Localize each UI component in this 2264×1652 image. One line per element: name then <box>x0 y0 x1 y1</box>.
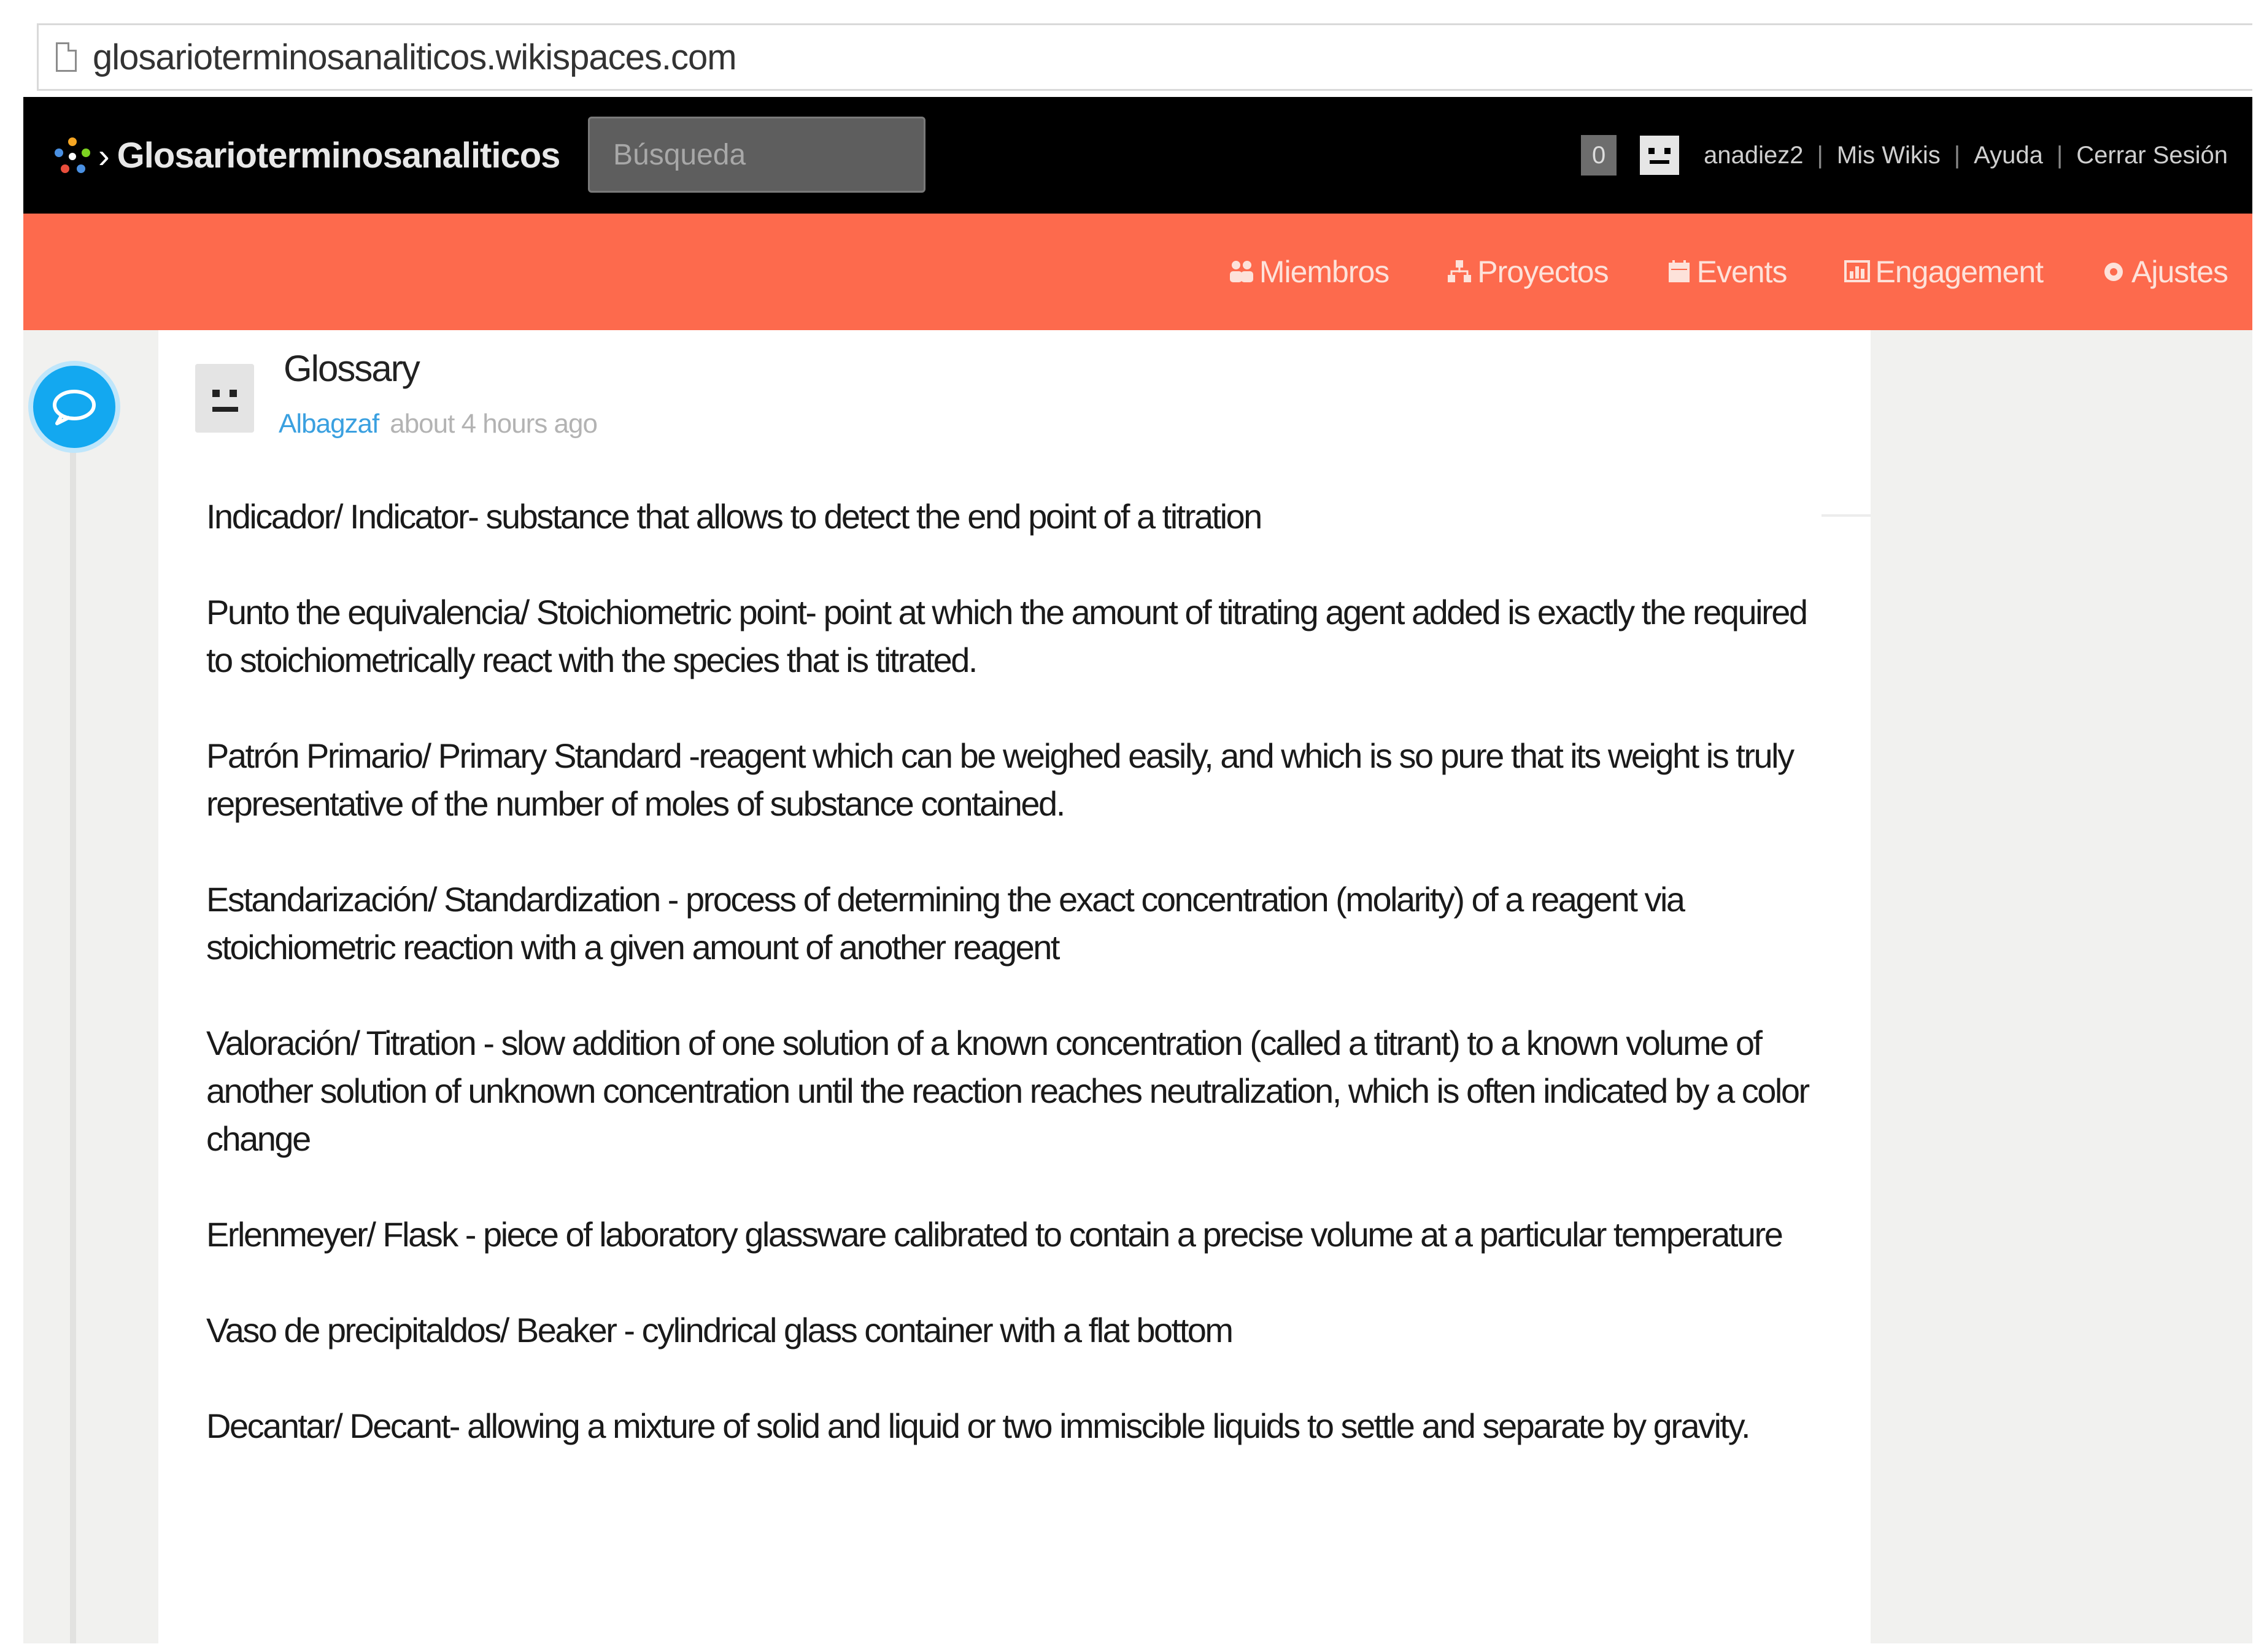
wikispaces-logo-icon[interactable] <box>50 133 95 177</box>
breadcrumb-chevron-icon: › <box>98 136 110 175</box>
page-icon <box>56 42 77 72</box>
chart-icon <box>1843 258 1871 286</box>
calendar-icon <box>1665 258 1693 286</box>
nav-engagement-label: Engagement <box>1875 255 2044 289</box>
discussion-icon[interactable] <box>28 361 120 453</box>
notification-count-badge[interactable]: 0 <box>1581 135 1617 176</box>
post-title[interactable]: Glossary <box>284 348 419 389</box>
glossary-entry: Patrón Primario/ Primary Standard -reagent which can be weighed easily, and which is so pure that its weight is truly representative of the number of moles of substance contained. <box>206 736 1793 823</box>
discussion-post <box>158 330 1871 1643</box>
wiki-name-link[interactable]: Glosarioterminosanaliticos <box>117 135 560 176</box>
content-area <box>23 330 2252 1643</box>
url-text[interactable]: glosarioterminosanaliticos.wikispaces.com <box>93 37 736 77</box>
timeline-gutter <box>23 330 158 1643</box>
timeline-line <box>70 416 76 1643</box>
glossary-entry: Indicador/ Indicator- substance that allows to detect the end point of a titration <box>206 497 1261 536</box>
help-link[interactable]: Ayuda <box>1974 141 2043 169</box>
separator: | <box>1817 141 1823 169</box>
nav-events-label: Events <box>1696 255 1787 289</box>
glossary-entry: Decantar/ Decant- allowing a mixture of solid and liquid or two immiscible liquids to settle and separate by gravity. <box>206 1407 1750 1445</box>
sign-out-link[interactable]: Cerrar Sesión <box>2076 141 2228 169</box>
gear-icon <box>2100 258 2128 286</box>
glossary-entry: Punto the equivalencia/ Stoichiometric point- point at which the amount of titrating agent added is exactly the required to stoichiometrically react with the species that is titrated. <box>206 593 1807 679</box>
separator: | <box>1953 141 1961 169</box>
glossary-entry: Erlenmeyer/ Flask - piece of laboratory glassware calibrated to contain a precise volume at a particular temperature <box>206 1215 1782 1254</box>
nav-events[interactable] <box>1665 254 1787 290</box>
glossary-entry: Valoración/ Titration - slow addition of one solution of a known concentration (called a titrant) to a known volume of another solution of unknown concentration until the reaction reaches neutralization, which is often indicated by a color change <box>206 1024 1809 1158</box>
nav-bar <box>23 214 2252 330</box>
search-input[interactable] <box>588 117 925 193</box>
address-bar[interactable] <box>37 23 2252 91</box>
separator: | <box>2056 141 2063 169</box>
user-area <box>1581 97 2228 214</box>
browser-window <box>23 23 2252 1643</box>
nav-projects-label: Proyectos <box>1477 255 1609 289</box>
glossary-entry: Vaso de precipitaldos/ Beaker - cylindrical glass container with a flat bottom <box>206 1311 1232 1349</box>
nav-members[interactable] <box>1227 254 1389 290</box>
post-timestamp: about 4 hours ago <box>390 409 597 439</box>
author-avatar[interactable] <box>195 364 254 433</box>
nav-settings[interactable] <box>2100 254 2228 290</box>
author-link[interactable]: Albagzaf <box>279 409 379 439</box>
nav-members-label: Miembros <box>1259 255 1389 289</box>
nav-settings-label: Ajustes <box>2131 255 2228 289</box>
right-sidebar <box>1871 330 2252 1643</box>
username-link[interactable]: anadiez2 <box>1704 141 1804 169</box>
glossary-entries <box>206 493 1833 1498</box>
members-icon <box>1227 258 1256 286</box>
top-bar <box>23 97 2252 214</box>
post-meta <box>279 409 597 439</box>
glossary-entry: Estandarización/ Standardization - process of determining the exact concentration (molarity) of a reagent via stoichiometric reaction with a given amount of another reagent <box>206 880 1684 967</box>
my-wikis-link[interactable]: Mis Wikis <box>1836 141 1941 169</box>
nav-projects[interactable] <box>1445 254 1608 290</box>
nav-engagement[interactable] <box>1843 254 2043 290</box>
user-avatar-icon[interactable] <box>1640 136 1679 175</box>
projects-icon <box>1445 258 1474 286</box>
